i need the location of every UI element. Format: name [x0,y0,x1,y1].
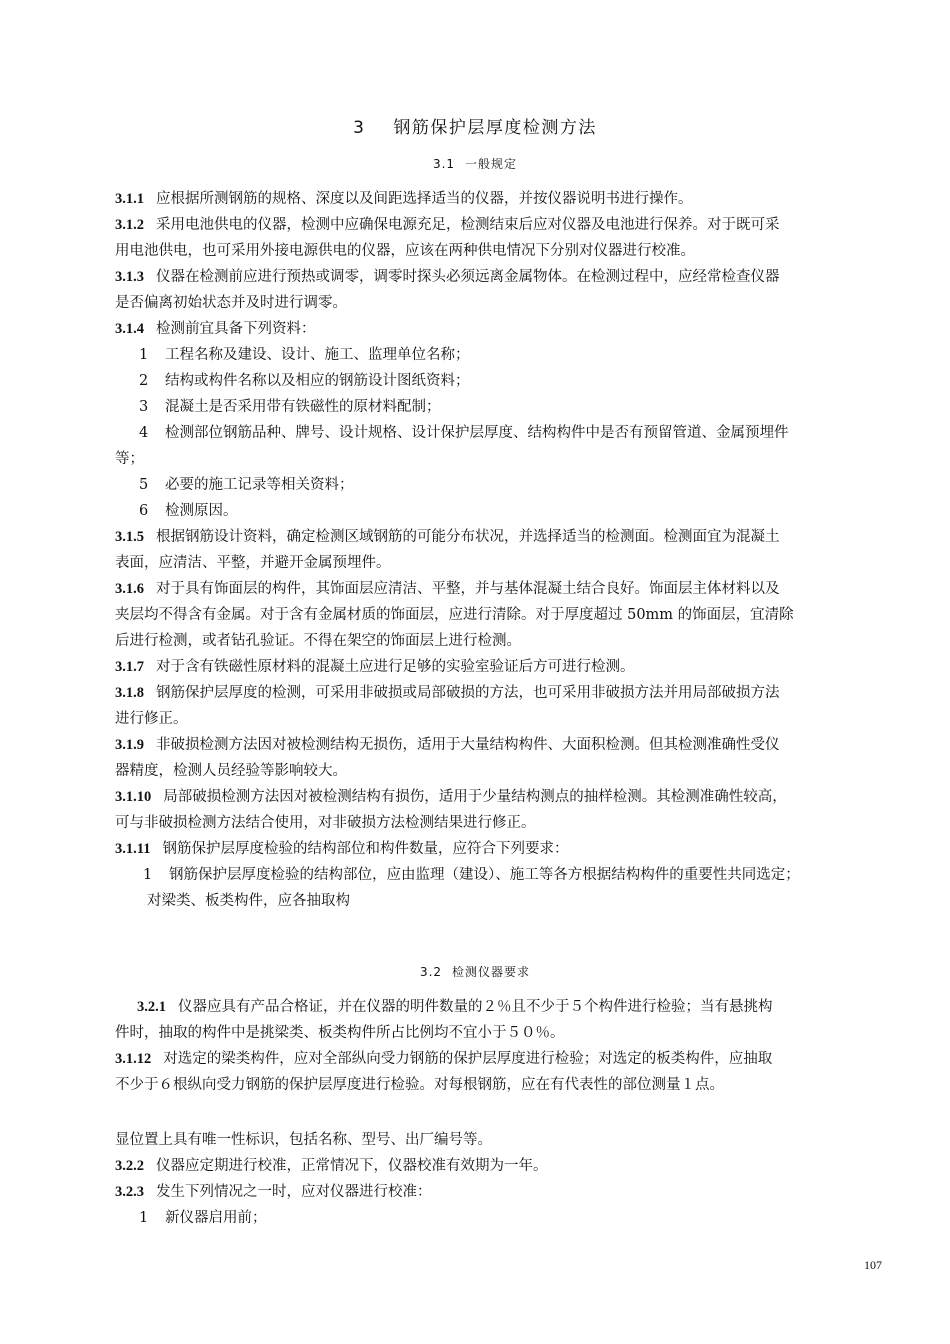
clause-number: 3.1.1 [115,191,144,207]
section-title-3-2 [0,963,950,980]
clause-text: 对于含有铁磁性原材料的混凝土应进行足够的实验室验证后方可进行检测。 [156,659,635,675]
clause-text-cont: 是否偏离初始状态并及时进行调零。 [115,295,347,311]
list-item [115,394,885,420]
clause-text: 钢筋保护层厚度检验的结构部位和构件数量，应符合下列要求： [162,841,569,857]
clause-text-cont: 器精度，检测人员经验等影响较大。 [115,763,347,779]
clause-text: 仪器在检测前应进行预热或调零，调零时探头必须远离金属物体。在检测过程中，应经常检查仪器 [156,269,780,285]
clause-number: 3.1.11 [115,841,151,857]
list-item [115,1205,885,1231]
clause-text-cont: 表面，应清洁、平整，并避开金属预埋件。 [115,555,391,571]
clause-text: 局部破损检测方法因对被检测结构有损伤，适用于少量结构测点的抽样检测。其检测准确性较高， [163,789,787,805]
section-3-2-body-a [115,994,885,1098]
clause-3-1-10 [115,784,885,836]
list-item [115,420,885,446]
item-text: 结构或构件名称以及相应的钢筋设计图纸资料； [165,373,470,389]
section-title-text: 一般规定 [465,157,518,171]
clause-number: 3.2.2 [115,1158,144,1174]
clause-number: 3.1.9 [115,737,144,753]
item-number: 1 [139,347,149,363]
clause-number: 3.2.3 [115,1184,144,1200]
clause-text: 根据钢筋设计资料，确定检测区域钢筋的可能分布状况，并选择适当的检测面。检测面宜为混凝土 [156,529,780,545]
clause-3-2-3 [115,1179,885,1231]
item-number: 4 [139,425,149,441]
section-title-3-1 [0,155,950,172]
chapter-number: 3 [353,118,366,138]
item-number: 3 [139,399,149,415]
clause-text-cont: 进行修正。 [115,711,188,727]
item-text: 新仪器启用前； [165,1210,267,1226]
clause-3-1-5 [115,524,885,576]
clause-number: 3.1.8 [115,685,144,701]
section-title-text: 检测仪器要求 [452,965,531,979]
clause-text-cont: 可与非破损检测方法结合使用，对非破损方法检测结果进行修正。 [115,815,536,831]
clause-number: 3.1.6 [115,581,144,597]
item-text: 混凝土是否采用带有铁磁性的原材料配制； [165,399,441,415]
item-text: 检测部位钢筋品种、牌号、设计规格、设计保护层厚度、结构构件中是否有预留管道、金属预埋件 [165,425,789,441]
clause-3-2-1 [115,994,885,1046]
section-number: 3.1 [432,157,456,171]
clause-text: 对选定的梁类构件，应对全部纵向受力钢筋的保护层厚度进行检验；对选定的板类构件，应抽取 [163,1051,773,1067]
clause-3-1-2 [115,212,885,264]
clause-3-1-11 [115,836,885,914]
clause-3-1-8 [115,680,885,732]
section-number: 3.2 [419,965,443,979]
item-text: 检测原因。 [165,503,238,519]
list-item [115,342,885,368]
item-text: 工程名称及建设、设计、施工、监理单位名称； [165,347,470,363]
page-number: 107 [864,1258,882,1272]
clause-number: 3.2.1 [137,999,166,1015]
clause-3-1-12 [115,1046,885,1098]
clause-text-cont: 不少于６根纵向受力钢筋的保护层厚度进行检验。对每根钢筋，应在有代表性的部位测量１点。 [115,1077,724,1093]
clause-text-cont: 件时，抽取的构件中是挑梁类、板类构件所占比例均不宜小于５０％。 [115,1025,565,1041]
clause-text: 仪器应具有产品合格证，并在仪器的明件数量的２％且不少于５个构件进行检验；当有悬挑构 [178,999,773,1015]
section-3-2-body-b [115,1127,885,1231]
clause-3-1-1 [115,186,885,212]
item-text-cont: 等； [115,451,144,467]
clause-text: 非破损检测方法因对被检测结构无损伤，适用于大量结构构件、大面积检测。但其检测准确性受仪 [156,737,780,753]
clause-text-cont: 用电池供电，也可采用外接电源供电的仪器，应该在两种供电情况下分别对仪器进行校准。 [115,243,695,259]
clause-3-2-2 [115,1153,885,1179]
clause-text: 仪器应定期进行校准，正常情况下，仪器校准有效期为一年。 [156,1158,548,1174]
item-number: 1 [139,1210,149,1226]
clause-3-1-4 [115,316,885,524]
clause-number: 3.1.10 [115,789,152,805]
item-number: 6 [139,503,149,519]
item-number: 5 [139,477,149,493]
item-number: 1 [143,867,153,883]
list-item [115,368,885,394]
clause-number: 3.1.3 [115,269,144,285]
list-item [115,498,885,524]
text-fragment: 显位置上具有唯一性标识，包括名称、型号、出厂编号等。 [115,1132,492,1148]
clause-text-cont: 后进行检测，或者钻孔验证。不得在架空的饰面层上进行检测。 [115,633,521,649]
clause-number: 3.1.5 [115,529,144,545]
clause-text: 发生下列情况之一时，应对仪器进行校准： [156,1184,432,1200]
clause-number: 3.1.7 [115,659,144,675]
section-3-1-body [115,186,885,914]
clause-text: 应根据所测钢筋的规格、深度以及间距选择适当的仪器，并按仪器说明书进行操作。 [156,191,693,207]
list-item [115,472,885,498]
item-text: 必要的施工记录等相关资料； [165,477,354,493]
list-item [115,862,885,888]
clause-text: 钢筋保护层厚度的检测，可采用非破损或局部破损的方法，也可采用非破损方法并用局部破损方法 [156,685,780,701]
clause-number: 3.1.4 [115,321,144,337]
clause-3-1-6 [115,576,885,654]
item-number: 2 [139,373,149,389]
clause-number: 3.1.12 [115,1051,152,1067]
clause-text: 检测前宜具备下列资料： [156,321,316,337]
clause-3-1-7 [115,654,885,680]
item-text-cont: 对梁类、板类构件，应各抽取构 [147,893,350,909]
clause-text-cont: 夹层均不得含有金属。对于含有金属材质的饰面层，应进行清除。对于厚度超过 50mm 的饰面层，宜清除 [115,607,794,623]
clause-text: 采用电池供电的仪器，检测中应确保电源充足，检测结束后应对仪器及电池进行保养。对于既可采 [156,217,780,233]
item-text: 钢筋保护层厚度检验的结构部位，应由监理（建设）、施工等各方根据结构构件的重要性共同选定； [169,867,800,883]
clause-3-1-9 [115,732,885,784]
clause-text: 对于具有饰面层的构件，其饰面层应清洁、平整，并与基体混凝土结合良好。饰面层主体材料以及 [156,581,780,597]
chapter-title-text: 钢筋保护层厚度检测方法 [393,118,597,138]
clause-3-1-3 [115,264,885,316]
clause-number: 3.1.2 [115,217,144,233]
chapter-title [0,113,950,138]
